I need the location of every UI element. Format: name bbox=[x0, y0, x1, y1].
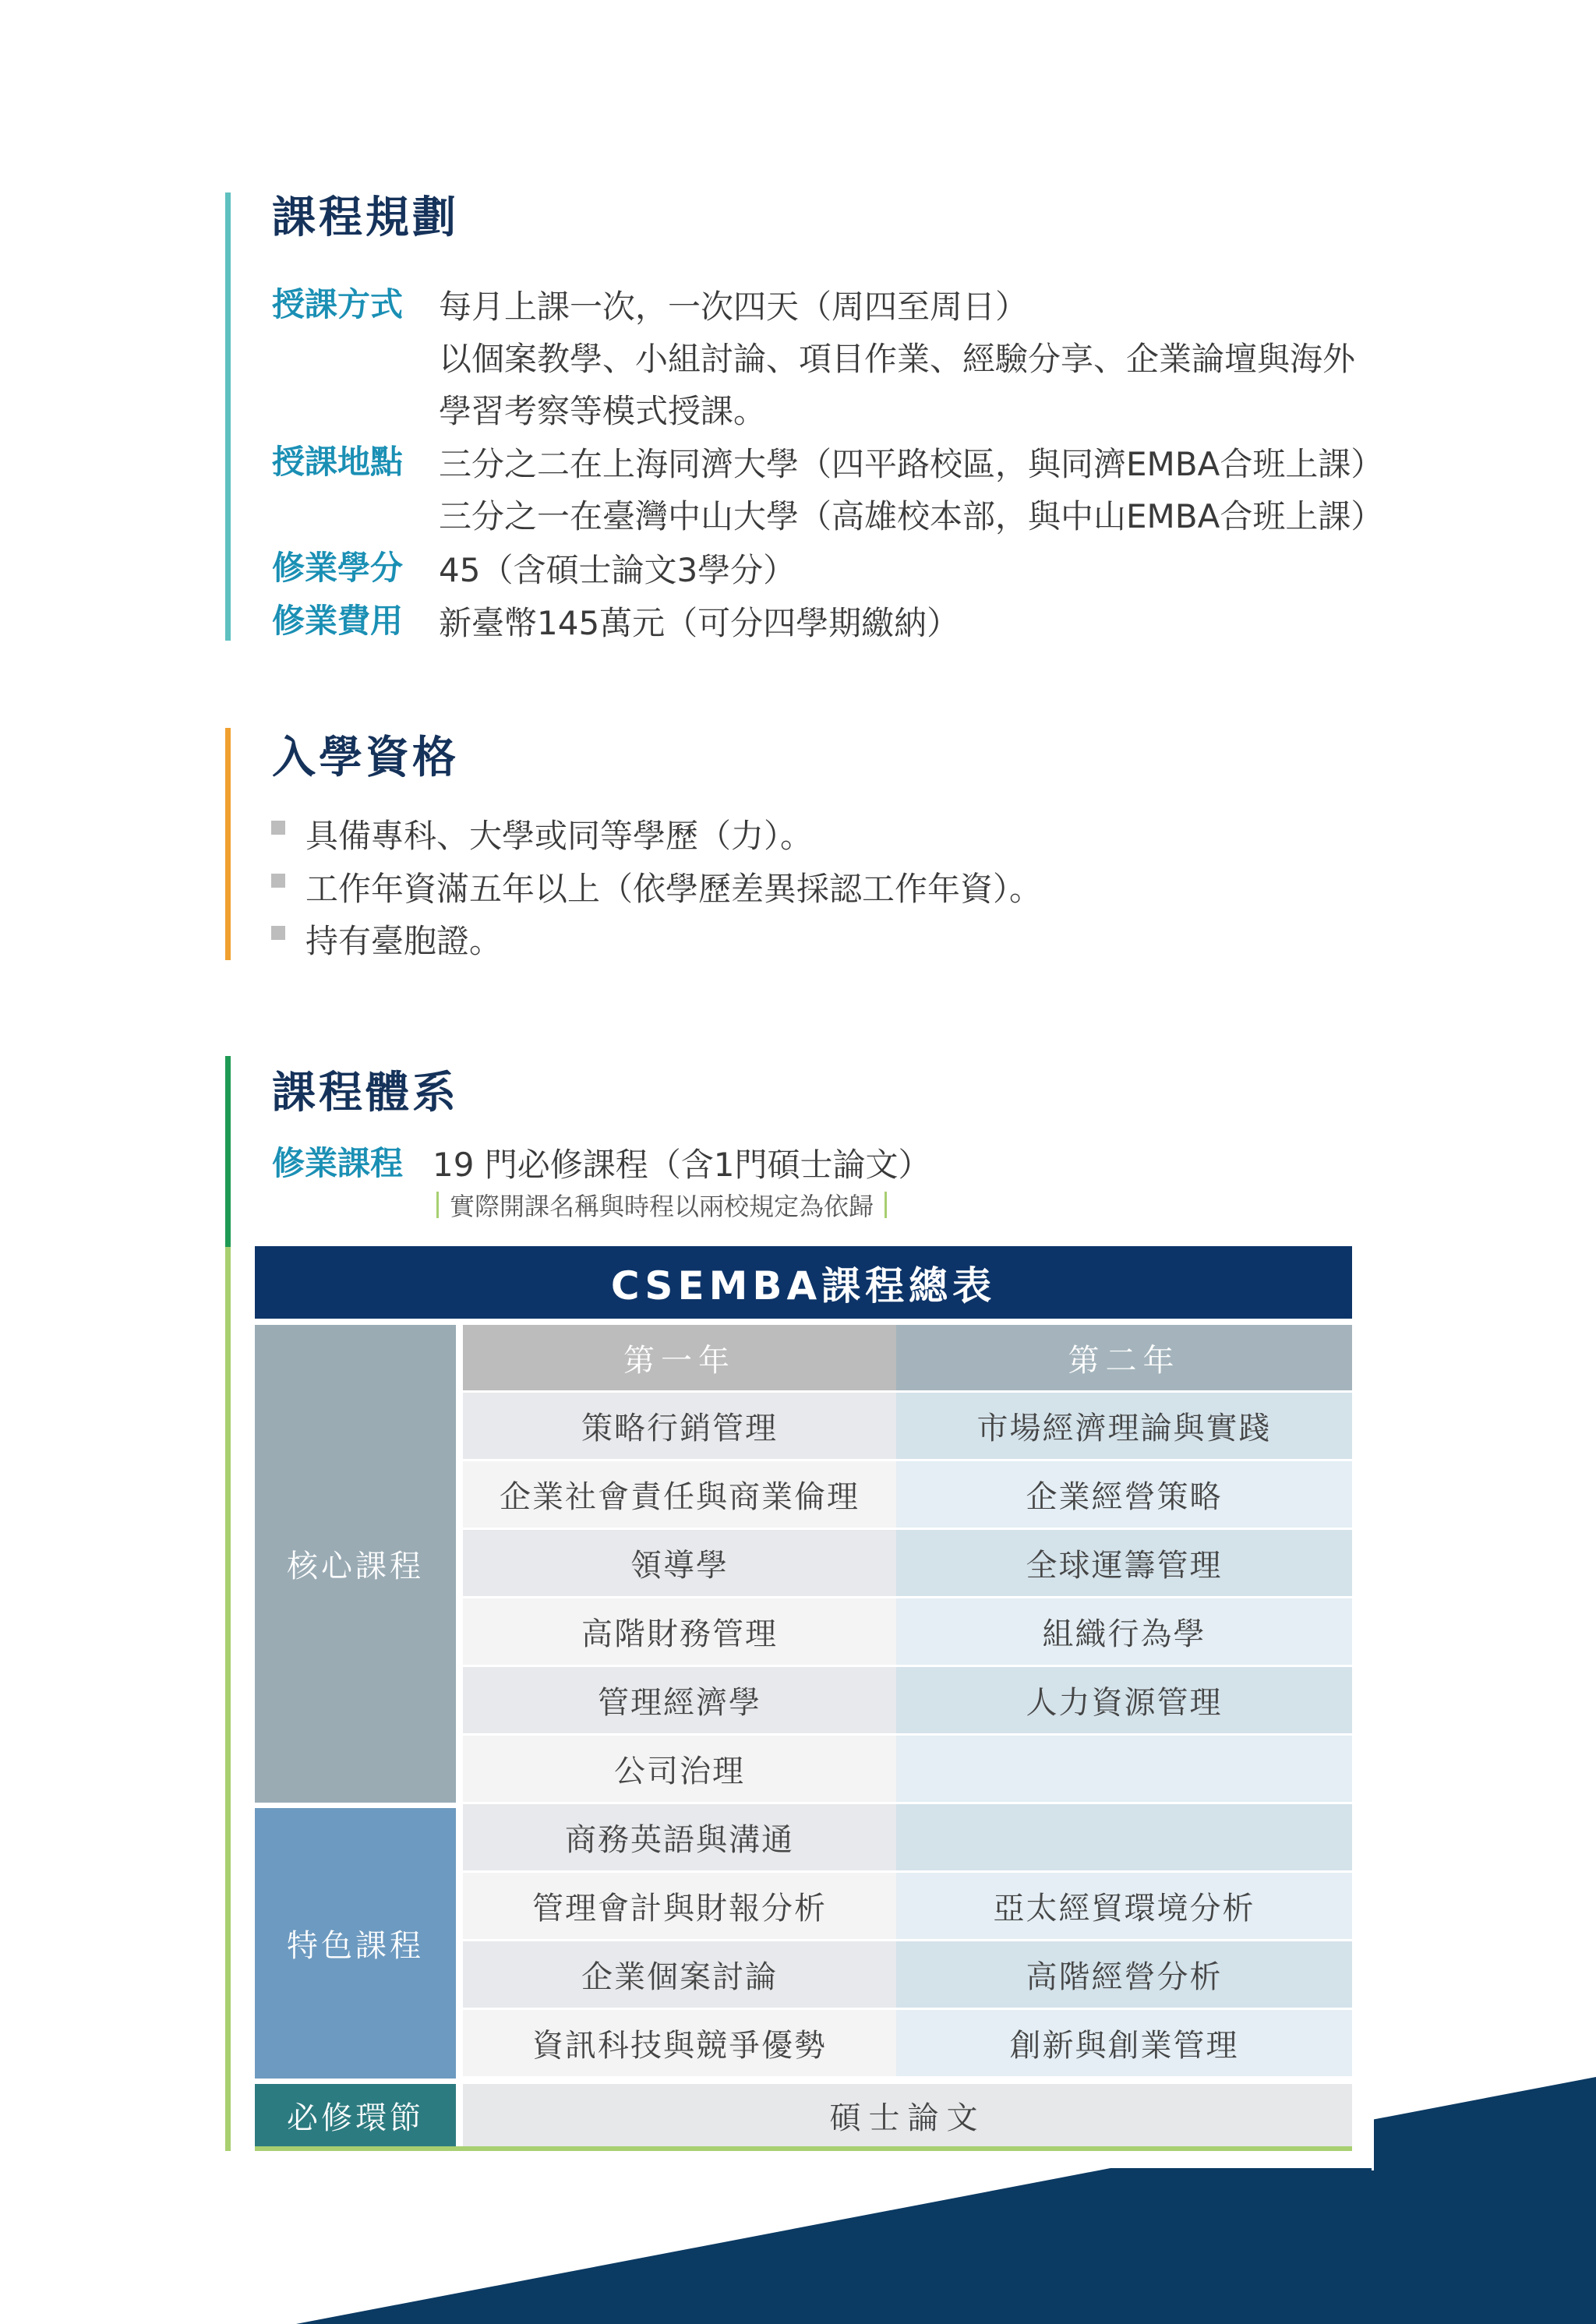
table-cell-year1: 策略行銷管理 bbox=[463, 1393, 896, 1459]
curriculum-value: 19 門必修課程（含1門碩士論文） bbox=[433, 1146, 931, 1184]
admission-item: 工作年資滿五年以上（依學歷差異採認工作年資）。 bbox=[305, 870, 1043, 908]
table-cell-year1: 資訊科技與競爭優勢 bbox=[463, 2010, 896, 2076]
table-cell-year2: 企業經營策略 bbox=[896, 1461, 1352, 1528]
table-cell-year1: 高階財務管理 bbox=[463, 1598, 896, 1665]
group-feature: 特色課程 bbox=[255, 1808, 456, 2079]
col-header-year1: 第一年 bbox=[463, 1325, 896, 1390]
tuition-value: 新臺幣145萬元（可分四學期繳納） bbox=[439, 604, 960, 642]
table-cell-year2: 組織行為學 bbox=[896, 1598, 1352, 1665]
section1-title: 課程規劃 bbox=[272, 192, 459, 243]
table-cell-year2: 創新與創業管理 bbox=[896, 2010, 1352, 2076]
table-title: CSEMBA課程總表 bbox=[255, 1246, 1352, 1319]
label-location: 授課地點 bbox=[272, 443, 404, 481]
teaching-method-line3: 學習考察等模式授課。 bbox=[439, 392, 767, 430]
label-credits: 修業學分 bbox=[272, 549, 404, 587]
table-cell-year1: 管理會計與財報分析 bbox=[463, 1873, 896, 1939]
admission-item: 持有臺胞證。 bbox=[305, 922, 503, 960]
table-cell-year1: 企業個案討論 bbox=[463, 1941, 896, 2008]
location-line2: 三分之一在臺灣中山大學（高雄校本部，與中山EMBA合班上課） bbox=[439, 497, 1384, 535]
label-teaching-method: 授課方式 bbox=[272, 285, 404, 323]
credits-value: 45（含碩士論文3學分） bbox=[439, 551, 796, 589]
table-cell-year2: 全球運籌管理 bbox=[896, 1530, 1352, 1596]
group-core: 核心課程 bbox=[255, 1325, 456, 1803]
table-cell-year2: 亞太經貿環境分析 bbox=[896, 1873, 1352, 1939]
label-tuition: 修業費用 bbox=[272, 602, 404, 640]
table-cell-year1: 商務英語與溝通 bbox=[463, 1804, 896, 1870]
group-required: 必修環節 bbox=[255, 2084, 456, 2146]
section2-title: 入學資格 bbox=[272, 733, 459, 783]
thesis-cell: 碩士論文 bbox=[463, 2084, 1352, 2146]
table-cell-year1: 企業社會責任與商業倫理 bbox=[463, 1461, 896, 1528]
teaching-method-line2: 以個案教學、小組討論、項目作業、經驗分享、企業論壇與海外 bbox=[439, 340, 1356, 378]
teaching-method-line1: 每月上課一次，一次四天（周四至周日） bbox=[439, 288, 1029, 326]
table-cell-year1: 公司治理 bbox=[463, 1736, 896, 1802]
col-header-year2: 第二年 bbox=[896, 1325, 1352, 1390]
table-cell-year1: 領導學 bbox=[463, 1530, 896, 1596]
table-cell-year2: 市場經濟理論與實踐 bbox=[896, 1393, 1352, 1459]
location-line1: 三分之二在上海同濟大學（四平路校區，與同濟EMBA合班上課） bbox=[439, 445, 1384, 483]
curriculum-note-text: 實際開課名稱與時程以兩校規定為依歸 bbox=[450, 1192, 874, 1221]
section3-title: 課程體系 bbox=[272, 1068, 459, 1118]
table-cell-year2: 高階經營分析 bbox=[896, 1941, 1352, 2008]
admission-item: 具備專科、大學或同等學歷（力）。 bbox=[305, 817, 814, 855]
table-cell-year1: 管理經濟學 bbox=[463, 1667, 896, 1733]
label-curriculum: 修業課程 bbox=[272, 1144, 404, 1182]
table-cell-year2: 人力資源管理 bbox=[896, 1667, 1352, 1733]
